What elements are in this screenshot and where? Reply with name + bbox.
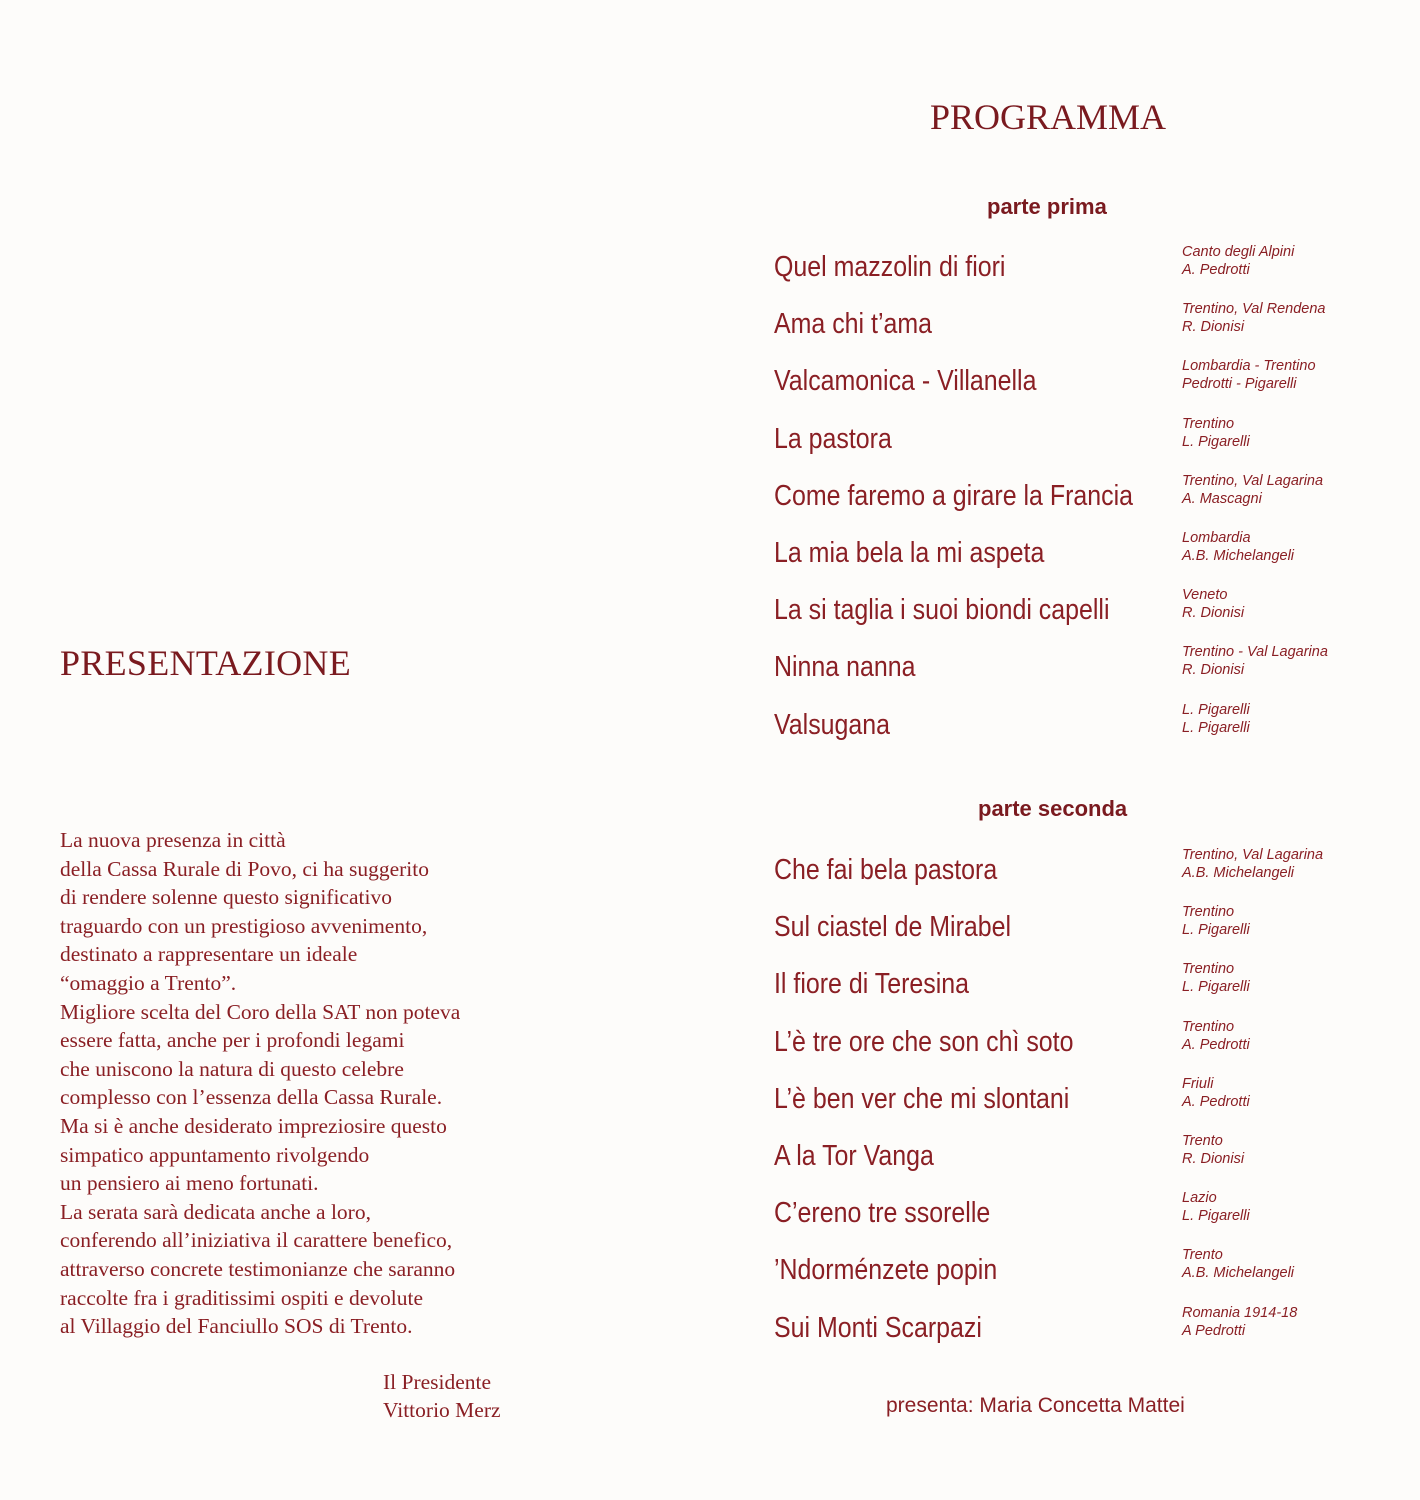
song-row [774, 529, 1414, 579]
song-origin: Trentino [1182, 1018, 1235, 1035]
song-arranger: A.B. Michelangeli [1182, 548, 1295, 564]
song-meta [1182, 243, 1294, 279]
song-arranger: A Pedrotti [1182, 1322, 1246, 1339]
presenter-credit: presenta: Maria Concetta Mattei [886, 1394, 1185, 1417]
song-origin: Trentino [1182, 415, 1235, 432]
song-meta [1182, 357, 1316, 393]
song-row [774, 643, 1414, 693]
song-title: Il fiore di Teresina [774, 968, 970, 1001]
text-line: Migliore scelta del Coro della SAT non poteva [60, 999, 461, 1024]
programma-title: PROGRAMMA [930, 97, 1167, 137]
text-line: al Villaggio del Fanciullo SOS di Trento. [60, 1314, 413, 1339]
presentazione-text [60, 826, 580, 1341]
song-row [774, 701, 1414, 751]
song-meta [1182, 1018, 1250, 1054]
song-title: Sul ciastel de Mirabel [774, 911, 1012, 944]
song-title: L’è ben ver che mi slontani [774, 1082, 1070, 1115]
song-row [774, 1075, 1414, 1125]
song-meta [1182, 1246, 1294, 1282]
song-title: Sui Monti Scarpazi [774, 1311, 982, 1344]
text-line: attraverso concrete testimonianze che saranno [60, 1256, 456, 1281]
text-line: traguardo con un prestigioso avvenimento, [60, 913, 428, 938]
song-title: La mia bela la mi aspeta [774, 537, 1045, 569]
song-origin: Canto degli Alpini [1182, 244, 1295, 260]
song-meta [1182, 1189, 1250, 1225]
song-row [774, 1246, 1414, 1296]
song-arranger: R. Dionisi [1182, 1151, 1245, 1167]
parte-seconda-heading: parte seconda [978, 796, 1128, 821]
song-meta [1182, 960, 1250, 996]
song-origin: Lazio [1182, 1190, 1217, 1207]
text-line: raccolte fra i graditissimi ospiti e devolute [60, 1285, 424, 1310]
song-origin: Lombardia - Trentino [1182, 358, 1316, 375]
song-origin: Trento [1182, 1247, 1223, 1264]
song-row [774, 1132, 1414, 1182]
text-line: destinato a rappresentare un ideale [60, 942, 358, 967]
text-line: Ma si è anche desiderato impreziosire questo [60, 1113, 447, 1138]
text-line: un pensiero ai meno fortunati. [60, 1171, 319, 1196]
song-meta [1182, 1304, 1297, 1340]
text-line: della Cassa Rurale di Povo, ci ha suggerito [60, 856, 430, 881]
presentazione-title: PRESENTAZIONE [60, 643, 352, 683]
song-title: A la Tor Vanga [774, 1140, 934, 1172]
text-line: simpatico appuntamento rivolgendo [60, 1142, 370, 1167]
text-line: che uniscono la natura di questo celebre [60, 1056, 404, 1081]
song-title: Che fai bela pastora [774, 854, 998, 886]
song-title: Quel mazzolin di fiori [774, 251, 1006, 283]
song-origin: Trentino [1182, 961, 1235, 978]
song-title: Ama chi t’ama [774, 308, 933, 341]
song-row [774, 472, 1414, 522]
song-origin: Trentino, Val Rendena [1182, 301, 1326, 318]
song-origin: Trentino [1182, 904, 1235, 921]
song-row [774, 243, 1414, 293]
signature [383, 1368, 501, 1424]
song-arranger: A.B. Michelangeli [1182, 865, 1295, 881]
song-meta [1182, 586, 1244, 622]
song-row [774, 1304, 1414, 1354]
song-arranger: R. Dionisi [1182, 662, 1245, 679]
text-line: conferendo all’iniziativa il carattere benefico, [60, 1228, 453, 1253]
song-arranger: L. Pigarelli [1182, 719, 1250, 736]
song-arranger: A.B. Michelangeli [1182, 1265, 1295, 1282]
song-arranger: Pedrotti - Pigarelli [1182, 376, 1297, 393]
song-arranger: A. Pedrotti [1182, 262, 1250, 278]
song-origin: Veneto [1182, 587, 1228, 604]
song-row [774, 357, 1414, 407]
signature-name: Vittorio Merz [383, 1398, 501, 1422]
song-title: ’Ndorménzete popin [774, 1254, 998, 1287]
song-origin: Trentino, Val Lagarina [1182, 472, 1324, 489]
song-row [774, 415, 1414, 465]
song-title: Come faremo a girare la Francia [774, 479, 1134, 512]
song-meta [1182, 300, 1325, 336]
song-origin: Friuli [1182, 1075, 1214, 1092]
song-row [774, 586, 1414, 636]
song-meta [1182, 472, 1323, 508]
song-arranger: L. Pigarelli [1182, 433, 1250, 450]
signature-role: Il Presidente [383, 1370, 492, 1394]
song-row [774, 903, 1414, 953]
song-arranger: L. Pigarelli [1182, 922, 1250, 939]
song-meta [1182, 1132, 1244, 1168]
song-origin: L. Pigarelli [1182, 701, 1250, 718]
song-title: C’ereno tre ssorelle [774, 1197, 991, 1230]
song-title: La pastora [774, 422, 892, 455]
song-arranger: R. Dionisi [1182, 605, 1245, 622]
song-origin: Romania 1914-18 [1182, 1304, 1298, 1321]
song-meta [1182, 701, 1250, 737]
song-meta [1182, 643, 1328, 679]
song-meta [1182, 903, 1250, 939]
song-title: Ninna nanna [774, 651, 916, 684]
song-origin: Trentino, Val Lagarina [1182, 847, 1324, 863]
song-arranger: L. Pigarelli [1182, 1208, 1250, 1225]
song-arranger: R. Dionisi [1182, 319, 1245, 336]
text-line: essere fatta, anche per i profondi legami [60, 1028, 405, 1053]
parte-prima-heading: parte prima [987, 194, 1107, 219]
song-row [774, 1018, 1414, 1068]
song-row [774, 300, 1414, 350]
song-row [774, 960, 1414, 1010]
song-row [774, 1189, 1414, 1239]
text-line: La nuova presenza in città [60, 828, 286, 852]
song-arranger: A. Pedrotti [1182, 1036, 1250, 1053]
song-origin: Trentino - Val Lagarina [1182, 644, 1328, 661]
song-title: Valsugana [774, 708, 891, 741]
text-line: La serata sarà dedicata anche a loro, [60, 1199, 371, 1224]
song-title: La si taglia i suoi biondi capelli [774, 594, 1110, 627]
song-meta [1182, 846, 1323, 882]
song-origin: Lombardia [1182, 530, 1251, 546]
song-arranger: L. Pigarelli [1182, 979, 1250, 996]
song-meta [1182, 1075, 1250, 1111]
song-title: L’è tre ore che son chì soto [774, 1025, 1074, 1058]
text-line: complesso con l’essenza della Cassa Rurale. [60, 1085, 443, 1110]
song-meta [1182, 415, 1250, 451]
song-arranger: A. Pedrotti [1182, 1093, 1250, 1110]
song-meta [1182, 529, 1294, 565]
text-line: di rendere solenne questo significativo [60, 885, 392, 910]
text-line: “omaggio a Trento”. [60, 970, 237, 995]
song-origin: Trento [1182, 1133, 1223, 1149]
song-row [774, 846, 1414, 896]
song-arranger: A. Mascagni [1182, 490, 1262, 507]
song-title: Valcamonica - Villanella [774, 365, 1037, 398]
